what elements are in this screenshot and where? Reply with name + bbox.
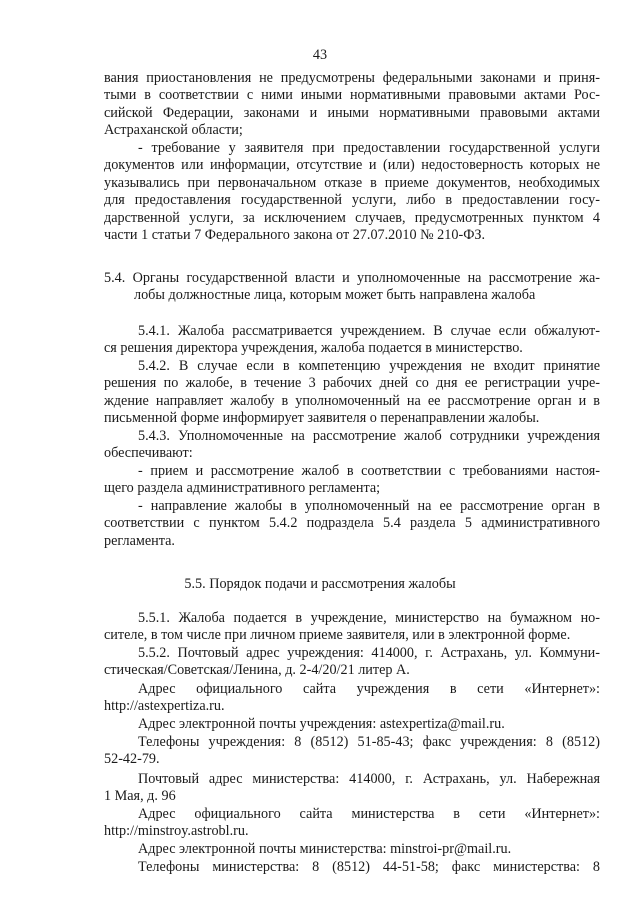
paragraph-5-4-2 — [104, 358, 600, 428]
institution-website — [104, 681, 600, 716]
text-line: щего раздела административного регламента; — [104, 480, 381, 497]
text-line: документов или информации, отсутствие и (или) недостоверность которых не — [104, 157, 600, 174]
text-line: регламента. — [104, 532, 175, 549]
text-line: 1 Мая, д. 96 — [104, 788, 176, 805]
intro-paragraph — [104, 70, 600, 140]
text-line: Почтовый адрес министерства: 414000, г. Астрахань, ул. Набережная — [138, 771, 600, 787]
text-line: стическая/Советская/Ленина, д. 2-4/20/21 литер А. — [104, 662, 410, 679]
text-line: решения по жалобе, в течение 3 рабочих дней со дня ее регистрации учре- — [104, 375, 600, 392]
institution-email — [104, 716, 600, 733]
text-line: письменной форме информирует заявителя о перенаправлении жалобы. — [104, 410, 540, 427]
page-number: 43 — [312, 47, 328, 63]
text-line: - требование у заявителя при предоставлении государственной услуги — [138, 140, 600, 156]
text-line: 52-42-79. — [104, 751, 160, 768]
text-line: дарственной услуги, за исключением случаев, предусмотренных пунктом 4 — [104, 209, 600, 226]
website-url: http://minstroy.astrobl.ru. — [104, 823, 249, 840]
text-line: - направление жалобы в уполномоченный на ее рассмотрение орган в — [138, 498, 600, 514]
section-5-4-heading — [104, 270, 600, 305]
text-line: Астраханской области; — [104, 122, 243, 139]
institution-phones — [104, 734, 600, 769]
paragraph-5-5-2 — [104, 645, 600, 680]
website-url: http://astexpertiza.ru. — [104, 698, 225, 715]
bullet-forward-complaint — [104, 498, 600, 550]
text-line: обеспечивают: — [104, 445, 193, 462]
ministry-phones — [104, 859, 600, 876]
text-line: указывались при первоначальном отказе в приеме документов, необходимых — [104, 174, 600, 191]
requirement-bullet — [104, 140, 600, 244]
heading-line: лобы должностные лица, которым может быть направлена жалоба — [134, 287, 536, 304]
text-line: Адрес электронной почты министерства: minstroi-pr@mail.ru. — [138, 841, 512, 857]
text-line: - прием и рассмотрение жалоб в соответствии с требованиями настоя- — [138, 463, 600, 479]
heading-line: 5.4. Органы государственной власти и уполномоченные на рассмотрение жа- — [104, 270, 600, 286]
text-line: Телефоны министерства: 8 (8512) 44-51-58; факс министерства: 8 — [138, 859, 600, 875]
section-5-5-heading: 5.5. Порядок подачи и рассмотрения жалобы — [184, 576, 456, 592]
text-line: Адрес официального сайта министерства в сети «Интернет»: — [138, 806, 600, 822]
text-line: 5.4.3. Уполномоченные на рассмотрение жалоб сотрудники учреждения — [138, 428, 600, 444]
text-line: 5.4.2. В случае если в компетенцию учреждения не входит принятие — [138, 358, 600, 374]
paragraph-5-5-1 — [104, 610, 600, 645]
paragraph-5-4-1 — [104, 323, 600, 358]
text-line: ждение направляет жалобу в уполномоченный на ее рассмотрение орган и в — [104, 392, 600, 409]
text-line: ся решения директора учреждения, жалоба подается в министерство. — [104, 340, 523, 357]
ministry-email — [104, 841, 600, 858]
text-line: вания приостановления не предусмотрены федеральными законами и приня- — [104, 70, 600, 86]
ministry-post-address — [104, 771, 600, 806]
bullet-receive-complaints — [104, 463, 600, 498]
text-line: сителе, в том числе при личном приеме заявителя, или в электронной форме. — [104, 627, 571, 644]
ministry-website — [104, 806, 600, 841]
text-line: сийской Федерации, законами и иными нормативными правовыми актами — [104, 104, 600, 121]
text-line: Телефоны учреждения: 8 (8512) 51-85-43; факс учреждения: 8 (8512) — [138, 734, 600, 750]
text-line: 5.5.2. Почтовый адрес учреждения: 414000, г. Астрахань, ул. Коммуни- — [138, 645, 600, 661]
text-line: Адрес официального сайта учреждения в сети «Интернет»: — [138, 681, 600, 697]
text-line: 5.4.1. Жалоба рассматривается учреждением. В случае если обжалуют- — [138, 323, 600, 339]
paragraph-5-4-3 — [104, 428, 600, 463]
text-line: для предоставления государственной услуги, либо в предоставлении госу- — [104, 192, 600, 209]
text-line: соответствии с пунктом 5.4.2 подраздела 5.4 раздела 5 административного — [104, 515, 600, 532]
text-line: Адрес электронной почты учреждения: astexpertiza@mail.ru. — [138, 716, 505, 732]
text-line: тыми в соответствии с ними иными нормативными правовыми актами Рос- — [104, 87, 600, 104]
text-line: 5.5.1. Жалоба подается в учреждение, министерство на бумажном но- — [138, 610, 600, 626]
text-line: части 1 статьи 7 Федерального закона от 27.07.2010 № 210-ФЗ. — [104, 226, 486, 243]
